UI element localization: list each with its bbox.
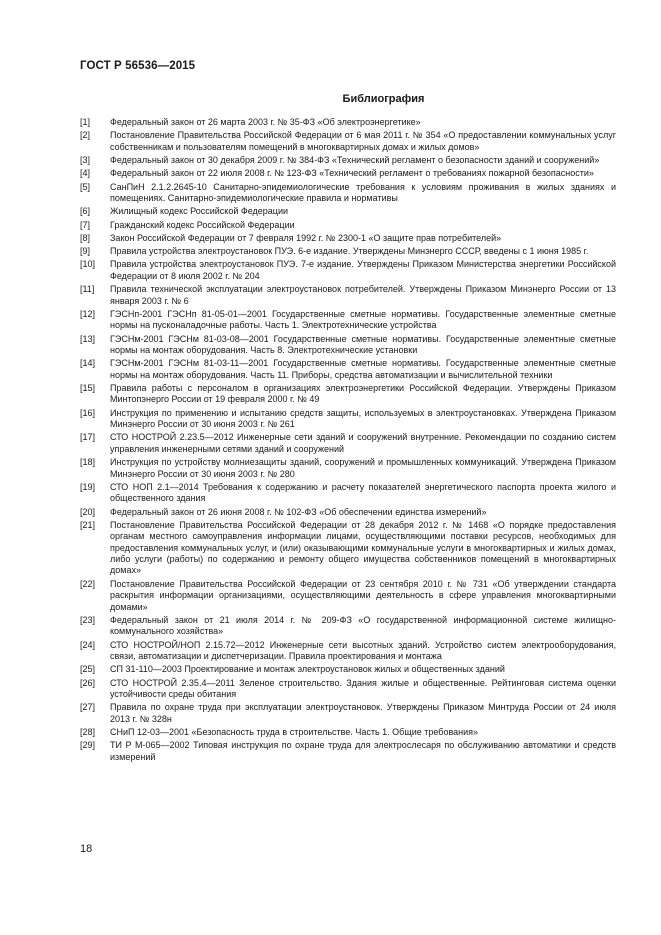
entry-text: Правила технической эксплуатации электроустановок потребителей. Утверждены Приказом Минэнерго России от 13 января 2003 г. № 6 xyxy=(110,284,616,306)
entry-text: Правила устройства электроустановок ПУЭ. 6-е издание. Утверждены Минэнерго СССР, введены с 1 июня 1985 г. xyxy=(110,246,589,257)
bibliography-entry xyxy=(80,457,616,480)
bibliography-entry xyxy=(80,640,616,663)
bibliography-entry xyxy=(80,678,616,701)
entry-text: Постановление Правительства Российской Федерации от 23 сентября 2010 г. № 731 «Об утверждении стандарта раскрытия информации организациями, осуществляющими деятельность в сфере управления многоквартирными домами» xyxy=(110,578,616,612)
bibliography-entry xyxy=(80,482,616,505)
bibliography-entry xyxy=(80,206,616,217)
bibliography-entry xyxy=(80,246,616,257)
entry-number: [1] xyxy=(80,117,91,127)
entry-number: [11] xyxy=(80,284,95,295)
entry-text: Правила устройства электроустановок ПУЭ. 7-е издание. Утверждены Приказом Министерства энергетики Российской Федерации от 8 июля 2002 г. № 204 xyxy=(110,259,616,281)
entry-text: Федеральный закон от 26 июня 2008 г. № 102-ФЗ «Об обеспечении единства измерений» xyxy=(110,506,487,517)
entry-number: [15] xyxy=(80,383,96,393)
entry-number: [17] xyxy=(80,432,96,443)
entry-number: [4] xyxy=(80,168,91,179)
entry-text: Правила по охране труда при эксплуатации электроустановок. Утверждены Приказом Минтруда России от 24 июля 2013 г. № 328н xyxy=(110,702,616,724)
bibliography-entry xyxy=(80,117,616,128)
entry-number: [8] xyxy=(80,232,91,243)
entry-number: [6] xyxy=(80,206,91,217)
entry-text: Федеральный закон от 22 июля 2008 г. № 123-ФЗ «Технический регламент о требованиях пожарной безопасности» xyxy=(110,168,594,179)
bibliography-entry xyxy=(80,309,616,332)
bibliography-entry xyxy=(80,579,616,613)
entry-text: СТО НОСТРОЙ/НОП 2.15.72—2012 Инженерные сети высотных зданий. Устройство систем электрооборудования, связи, автоматизации и диспетчеризации. Правила проектирования и монтажа xyxy=(110,639,616,661)
entry-text: ТИ Р М-065—2002 Типовая инструкция по охране труда для электрослесаря по обслуживанию автоматики и средств измерений xyxy=(110,740,616,762)
entry-text: СанПиН 2.1.2.2645-10 Санитарно-эпидемиологические требования к условиям проживания в жилых зданиях и помещениях. Санитарно-эпидемиологические правила и нормативы xyxy=(110,181,616,203)
entry-text: Инструкция по применению и испытанию средств защиты, используемых в электроустановках. Утверждена Приказом Минэнерго России от 30 июня 2003 г. № 261 xyxy=(110,407,616,430)
entry-text: Правила работы с персоналом в организациях электроэнергетики Российской Федерации. Утверждены Приказом Минтопэнерго России от 19 февраля 2000 г. № 49 xyxy=(110,383,616,405)
entry-number: [5] xyxy=(80,181,91,192)
entry-number: [26] xyxy=(80,677,96,688)
bibliography-entry xyxy=(80,520,616,577)
entry-text: Постановление Правительства Российской Федерации от 6 мая 2011 г. № 354 «О предоставлении коммунальных услуг собственникам и пользователям помещений в многоквартирных домах и жилых домов» xyxy=(110,130,616,152)
entry-number: [16] xyxy=(80,407,96,418)
bibliography-entry xyxy=(80,358,616,381)
bibliography-entry xyxy=(80,507,616,518)
entry-number: [12] xyxy=(80,308,96,319)
entry-text: Федеральный закон от 26 марта 2003 г. № 35-ФЗ «Об электроэнергетике» xyxy=(110,117,421,127)
entry-number: [22] xyxy=(80,578,96,589)
section-title xyxy=(0,93,661,105)
entry-number: [10] xyxy=(80,259,96,270)
bibliography-list xyxy=(80,117,616,765)
entry-text: Федеральный закон от 21 июля 2014 г. № 209-ФЗ «О государственной информационной системе жилищно-коммунального хозяйства» xyxy=(110,614,616,637)
bibliography-entry xyxy=(80,155,616,166)
entry-text: СТО НОСТРОЙ 2.35.4—2011 Зеленое строительство. Здания жилые и общественные. Рейтинговая система оценки устойчивости среды обитания xyxy=(110,677,616,699)
entry-text: СНиП 12-03—2001 «Безопасность труда в строительстве. Часть 1. Общие требования» xyxy=(110,726,479,737)
entry-number: [18] xyxy=(80,457,96,468)
bibliography-entry xyxy=(80,182,616,205)
entry-text: СТО НОСТРОЙ 2.23.5—2012 Инженерные сети зданий и сооружений внутренние. Рекомендации по созданию систем управления инженерными сетями зданий и сооружений xyxy=(110,432,616,454)
entry-number: [25] xyxy=(80,664,96,675)
bibliography-entry xyxy=(80,220,616,231)
entry-text: Инструкция по устройству молниезащиты зданий, сооружений и промышленных коммуникаций. Утверждена Приказом Минэнерго России от 30 июня 2003 г. № 280 xyxy=(110,457,616,479)
bibliography-entry xyxy=(80,727,616,738)
bibliography-entry xyxy=(80,702,616,725)
bibliography-entry xyxy=(80,740,616,763)
entry-text: Постановление Правительства Российской Федерации от 28 декабря 2012 г. № 1468 «О порядке предоставления органам местного самоуправления информации лицами, осуществляющими поставки ресурсов, необходимых для предоставления коммунальных услуг, и (или) оказывающими коммунальные услуги в многоквартирных и жилых домах, либо услуги (работы) по содержанию и ремонту общего имущества собственников помещений в многоквартирных домах» xyxy=(110,519,616,576)
bibliography-entry xyxy=(80,408,616,431)
bibliography-entry xyxy=(80,284,616,307)
entry-number: [28] xyxy=(80,726,96,737)
entry-number: [2] xyxy=(80,130,91,141)
page-number: 18 xyxy=(80,843,93,855)
entry-number: [9] xyxy=(80,246,91,257)
bibliography-entry xyxy=(80,334,616,357)
bibliography-entry xyxy=(80,432,616,455)
entry-text: Жилищный кодекс Российской Федерации xyxy=(110,206,288,217)
bibliography-entry xyxy=(80,383,616,406)
entry-number: [19] xyxy=(80,481,96,492)
entry-text: СП 31-110—2003 Проектирование и монтаж электроустановок жилых и общественных зданий xyxy=(110,664,505,675)
bibliography-entry xyxy=(80,233,616,244)
entry-text: ГЭСНп-2001 ГЭСНп 81-05-01—2001 Государственные сметные нормативы. Государственные элементные сметные нормы на пусконаладочные работы. Часть 1. Электротехнические устройства xyxy=(110,308,616,331)
entry-text: ГЭСНм-2001 ГЭСНм 81-03-11—2001 Государственные сметные нормативы. Государственные элементные сметные нормы на монтаж оборудования. Часть 11. Приборы, средства автоматизации и вычислительной техники xyxy=(110,358,616,380)
document-code-header: ГОСТ Р 56536—2015 xyxy=(80,60,196,72)
entry-number: [21] xyxy=(80,519,96,530)
bibliography-entry xyxy=(80,615,616,638)
bibliography-entry xyxy=(80,168,616,179)
entry-number: [27] xyxy=(80,702,96,713)
entry-text: СТО НОП 2.1—2014 Требования к содержанию и расчету показателей энергетического паспорта проекта жилого и общественного здания xyxy=(110,481,616,504)
entry-number: [29] xyxy=(80,740,96,751)
bibliography-entry xyxy=(80,130,616,153)
bibliography-entry xyxy=(80,259,616,282)
entry-text: Гражданский кодекс Российской Федерации xyxy=(110,219,295,230)
entry-number: [24] xyxy=(80,639,96,650)
section-title-text: Библиография xyxy=(342,93,425,105)
entry-number: [3] xyxy=(80,155,91,165)
entry-text: ГЭСНм-2001 ГЭСНм 81-03-08—2001 Государственные сметные нормативы. Государственные элементные сметные нормы на монтаж оборудования. Часть 8. Электротехнические установки xyxy=(110,333,616,355)
entry-number: [20] xyxy=(80,506,96,517)
entry-text: Федеральный закон от 30 декабря 2009 г. № 384-ФЗ «Технический регламент о безопасности зданий и сооружений» xyxy=(110,155,600,165)
entry-text: Закон Российской Федерации от 7 февраля 1992 г. № 2300-1 «О защите прав потребителей» xyxy=(110,232,502,243)
entry-number: [13] xyxy=(80,333,96,344)
bibliography-entry xyxy=(80,664,616,675)
entry-number: [23] xyxy=(80,614,96,625)
entry-number: [7] xyxy=(80,219,91,230)
entry-number: [14] xyxy=(80,358,96,369)
